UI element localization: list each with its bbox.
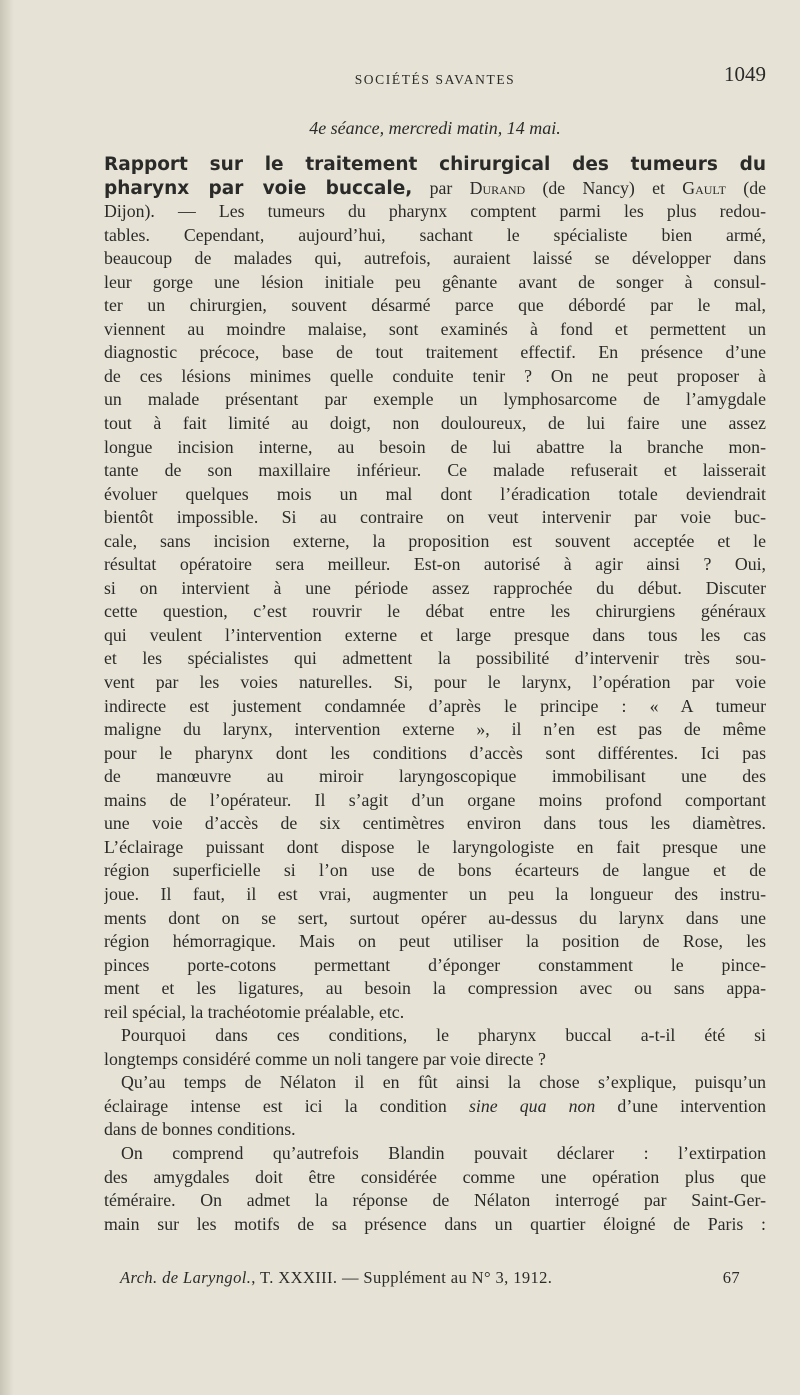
text-line: pour le pharynx dont les conditions d’accès sont différentes. Ici pas [104,742,766,763]
latin-phrase: sine qua non [468,1095,596,1116]
text-line: tante de son maxillaire inférieur. Ce malade refuserait et laisserait [104,460,766,481]
text-line: si on intervient à une période assez rapprochée du début. Discuter [104,577,766,598]
text-line: pinces porte-cotons permettant d’éponger constamment le pince- [104,954,766,975]
text-line: Qu’au temps de Nélaton il en fût ainsi la chose s’explique, puisqu’un [121,1072,766,1093]
text-line: tables. Cependant, aujourd’hui, sachant le spécialiste bien armé, [104,224,766,245]
page-number: 1049 [724,62,766,86]
text-line: viennent au moindre malaise, sont examinés à fond et permettent un [104,318,766,339]
text-line: évoluer quelques mois un mal dont l’éradication totale deviendrait [104,483,766,504]
text-line: reil spécial, la trachéotomie préalable, etc. [104,1001,405,1022]
text-line: bientôt impossible. Si au contraire on veut intervenir par voie buc- [104,507,766,528]
journal-reference: , T. XXXIII. — Supplément au N° 3, 1912. [251,1268,553,1287]
title-line: pharynx par voie buccale, par Durand (de Nancy) et Gault (de [104,177,766,199]
text-line: indirecte est justement condamnée d’après le principe : « A tumeur [104,695,766,716]
text-line: téméraire. On admet la réponse de Nélaton interrogé par Saint-Ger- [104,1190,766,1211]
text-line: mains de l’opérateur. Il s’agit d’un organe moins profond comportant [104,789,766,810]
text-line: de ces lésions minimes quelle conduite tenir ? On ne peut proposer à [104,365,766,386]
text-line: vent par les voies naturelles. Si, pour le larynx, l’opération par voie [104,672,766,693]
text-line: dans de bonnes conditions. [104,1119,296,1140]
text-line: qui veulent l’intervention externe et large presque dans tous les cas [104,624,766,645]
text-line: joue. Il faut, il est vrai, augmenter un peu la longueur des instru- [104,883,766,904]
text-line: diagnostic précoce, base de tout traitement effectif. En présence d’une [104,342,766,363]
article-title-part-1: Rapport sur le traitement chirurgical des tumeurs du [104,154,766,175]
signature-mark: 67 [722,1268,740,1287]
page-footer [120,1268,740,1288]
text-line: tout à fait limité au doigt, non douloureux, de lui faire une assez [104,413,766,434]
running-head: SOCIÉTÉS SAVANTES [354,72,516,87]
text-line: main sur les motifs de sa présence dans un quartier éloigné de Paris : [104,1213,766,1234]
text-line: longue incision interne, au besoin de lui abattre la branche mon- [104,436,766,457]
text-line: et les spécialistes qui admettent la possibilité d’intervenir très sou- [104,648,766,669]
text-line: leur gorge une lésion initiale peu gênante avant de songer à consul- [104,271,766,292]
text-line: un malade présentant par exemple un lymphosarcome de l’amygdale [104,389,766,410]
page-header [104,62,766,96]
text-line: Dijon). — Les tumeurs du pharynx comptent parmi les plus redou- [104,201,766,222]
author-durand: Durand [469,177,526,198]
author-gault: Gault [682,177,726,198]
article-body [104,153,766,1236]
text-line: maligne du larynx, intervention externe », il n’en est pas de même [104,719,766,740]
page-edge [0,0,14,1395]
text-line: éclairage intense est ici la condition sine qua non d’une intervention [104,1095,766,1116]
article-title-part-2: pharynx par voie buccale, [104,177,413,199]
text-line: L’éclairage puissant dont dispose le laryngologiste en fait presque une [104,836,766,857]
text-line: ment et les ligatures, au besoin la compression avec ou sans appa- [104,978,766,999]
text-line: Pourquoi dans ces conditions, le pharynx buccal a-t-il été si [121,1025,766,1046]
text-line: cale, sans incision externe, la proposition est souvent acceptée et le [104,530,766,551]
journal-name: Arch. de Laryngol. [120,1268,252,1287]
text-line: une voie d’accès de six centimètres environ dans tous les diamètres. [104,813,766,834]
text-line: On comprend qu’autrefois Blandin pouvait déclarer : l’extirpation [121,1142,766,1163]
text-line: beaucoup de malades qui, autrefois, auraient laissé se développer dans [104,248,766,269]
text-line: ments dont on se sert, surtout opérer au-dessus du larynx dans une [104,907,766,928]
text-line: longtemps considéré comme un noli tangere par voie directe ? [104,1048,546,1069]
text-line: de manœuvre au miroir laryngoscopique immobilisant une des [104,766,766,787]
session-heading: 4e séance, mercredi matin, 14 mai. [309,118,561,138]
text-line: cette question, c’est rouvrir le débat entre les chirurgiens généraux [104,601,766,622]
text-line: région superficielle si l’on use de bons écarteurs de langue et de [104,860,766,881]
title-line [104,153,766,177]
text-line: région hémorragique. Mais on peut utiliser la position de Rose, les [104,931,766,952]
text-line: ter un chirurgien, souvent désarmé parce que débordé par le mal, [104,295,766,316]
text-line: des amygdales doit être considérée comme une opération plus que [104,1166,766,1187]
text-line: résultat opératoire sera meilleur. Est-on autorisé à agir ainsi ? Oui, [104,554,766,575]
